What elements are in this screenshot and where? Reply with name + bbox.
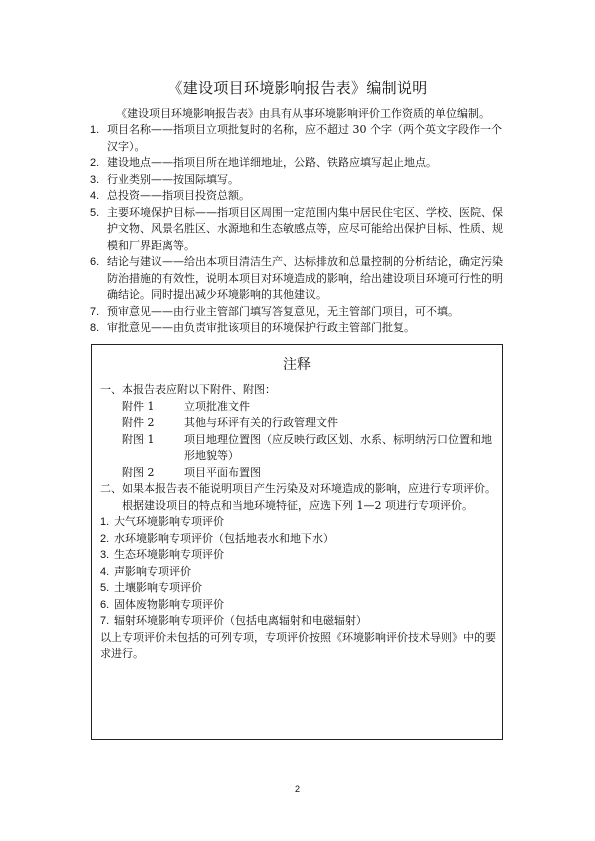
notes-section-1: 一、本报告表应附以下附件、附图： <box>100 383 276 396</box>
special-assessment-item <box>100 580 496 597</box>
instruction-number: 5. <box>90 206 100 219</box>
attachment-text: 立项批准文件 <box>184 399 250 413</box>
attachment-label: 附图 1 <box>122 432 155 446</box>
special-assessment-number: 2. <box>100 532 110 545</box>
special-assessment-item <box>100 613 496 630</box>
notes-section-2: 二、如果本报告表不能说明项目产生污染及对环境造成的影响，应进行专项评价。根据建设项目的特点和当地环境特征，应选下列 1—2 项进行专项评价。 <box>100 482 496 512</box>
special-assessment-text: 大气环境影响专项评价 <box>114 515 224 528</box>
instruction-text: 预审意见——由行业主管部门填写答复意见，无主管部门项目，可不填。 <box>107 304 459 318</box>
document-title: 《建设项目环境影响报告表》编制说明 <box>167 79 428 97</box>
attachment-text: 其他与环评有关的行政管理文件 <box>184 416 338 429</box>
attachment-text: 项目平面布置图 <box>184 465 261 479</box>
special-assessment-item <box>100 597 496 614</box>
special-assessment-list <box>100 514 496 630</box>
notes-closing: 以上专项评价未包括的可列专项，专项评价按照《环境影响评价技术导则》中的要求进行。 <box>100 630 496 660</box>
special-assessment-item <box>100 547 496 564</box>
special-assessment-number: 5. <box>100 582 110 594</box>
special-assessment-number: 7. <box>100 615 110 627</box>
instruction-number: 4. <box>90 190 100 202</box>
instruction-text: 总投资——指项目投资总额。 <box>107 189 250 202</box>
instruction-item <box>90 254 508 304</box>
special-assessment-number: 3. <box>100 549 110 561</box>
instruction-item <box>90 320 508 337</box>
instruction-text: 审批意见——由负责审批该项目的环境保护行政主管部门批复。 <box>107 321 415 334</box>
instruction-item <box>90 122 508 155</box>
instruction-text: 主要环境保护目标——指项目区周围一定范围内集中居民住宅区、学校、医院、保护文物、风景名胜区、水源地和生态敏感点等，应尽可能给出保护目标、性质、规模和厂界距离等。 <box>107 205 503 252</box>
intro-paragraph: 《建设项目环境影响报告表》由具有从事环境影响评价工作资质的单位编制。 <box>116 107 490 120</box>
instruction-number: 1. <box>90 124 100 136</box>
special-assessment-number: 1. <box>100 516 110 528</box>
instruction-number: 8. <box>90 322 100 334</box>
instruction-number: 2. <box>90 157 100 169</box>
instruction-number: 7. <box>90 305 100 318</box>
instruction-item <box>90 155 508 172</box>
instruction-number: 3. <box>90 173 100 186</box>
instruction-text: 结论与建议——给出本项目清洁生产、达标排放和总量控制的分析结论，确定污染防治措施的有效性，说明本项目对环境造成的影响，给出建设项目环境可行性的明确结论。同时提出减少环境影响的其他建议。 <box>107 255 503 301</box>
special-assessment-item <box>100 514 496 531</box>
special-assessment-number: 6. <box>100 598 110 611</box>
attachment-item <box>122 465 496 482</box>
notes-title: 注释 <box>283 357 311 373</box>
special-assessment-text: 水环境影响专项评价（包括地表水和地下水） <box>114 531 334 545</box>
special-assessment-number: 4. <box>100 565 110 578</box>
special-assessment-text: 辐射环境影响专项评价（包括电离辐射和电磁辐射） <box>114 614 367 627</box>
attachment-item <box>122 432 496 465</box>
instruction-text: 项目名称——指项目立项批复时的名称，应不超过 30 个字（两个英文字段作一个汉字）。 <box>107 123 502 153</box>
instruction-item <box>90 205 508 255</box>
attachment-label: 附件 2 <box>122 416 155 429</box>
instruction-number: 6. <box>90 256 100 268</box>
special-assessment-item <box>100 564 496 581</box>
instruction-text: 建设地点——指项目所在地详细地址，公路、铁路应填写起止地点。 <box>107 156 437 169</box>
attachment-item <box>122 415 496 432</box>
special-assessment-text: 生态环境影响专项评价 <box>114 548 224 561</box>
special-assessment-item <box>100 531 496 548</box>
attachment-item <box>122 399 496 416</box>
special-assessment-text: 固体废物影响专项评价 <box>114 597 224 611</box>
special-assessment-text: 声影响专项评价 <box>114 564 191 578</box>
attachment-label: 附图 2 <box>122 465 155 479</box>
attachment-label: 附件 1 <box>122 399 155 413</box>
instruction-item <box>90 304 508 321</box>
instruction-list <box>90 122 508 337</box>
instruction-item <box>90 172 508 189</box>
page-number: 2 <box>294 784 300 794</box>
instruction-item <box>90 188 508 205</box>
notes-body <box>100 382 496 663</box>
special-assessment-text: 土壤影响专项评价 <box>114 581 202 594</box>
instruction-text: 行业类别——按国际填写。 <box>107 172 239 186</box>
notes-box <box>91 344 503 740</box>
attachment-text: 项目地理位置图（应反映行政区划、水系、标明纳污口位置和地形地貌等） <box>184 432 492 462</box>
